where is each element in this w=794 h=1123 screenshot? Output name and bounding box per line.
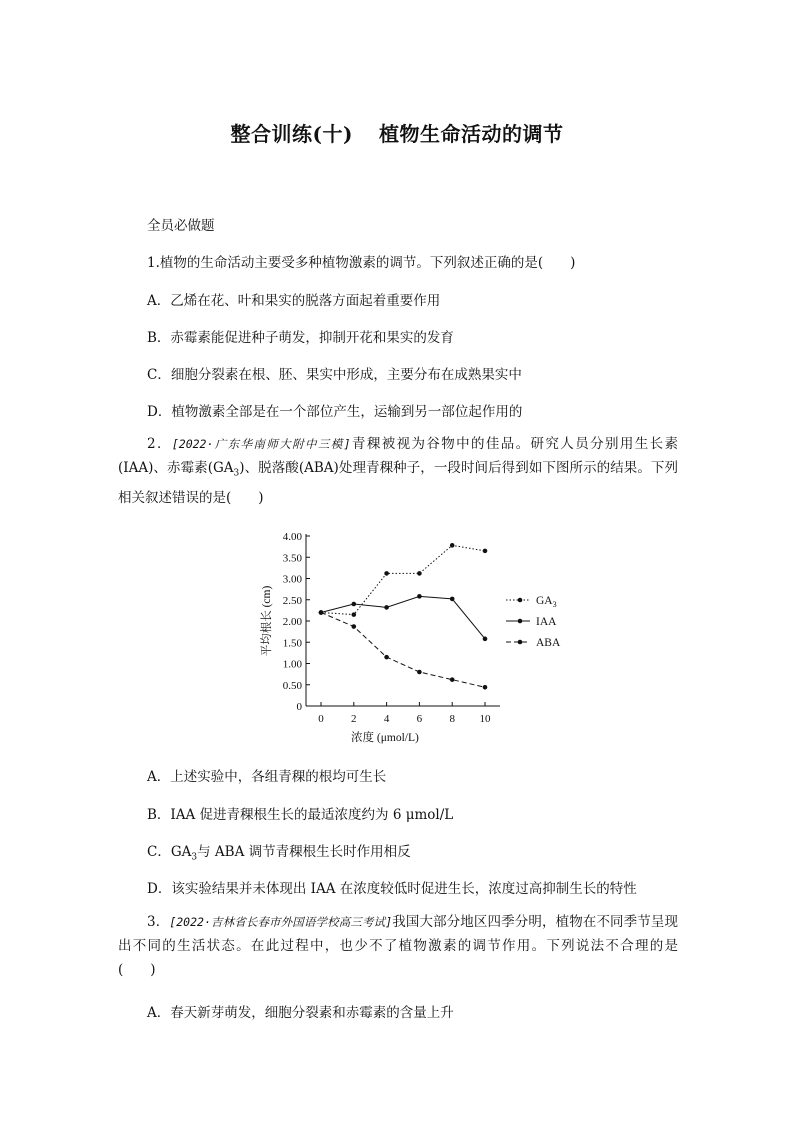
q3-number: 3．: [147, 914, 170, 930]
x-tick-label: 2: [351, 713, 357, 725]
q2-source: [2022·广东华南师大附中三模]: [171, 437, 351, 451]
data-point-iaa: [483, 637, 488, 642]
y-tick-label: 2.50: [282, 594, 302, 607]
legend-marker-iaa: [518, 619, 523, 624]
q2-stem-b: )、脱落酸(ABA)处理青稞种子，一段时间后得到如下图所示的结果。下列相关叙述错误的是( ): [118, 460, 678, 506]
legend-label-ga: $GA_3$: [536, 595, 557, 609]
q1-option-b: B．赤霉素能促进种子萌发，抑制开花和果实的发育: [147, 330, 454, 346]
data-point-aba: [384, 655, 389, 660]
x-tick-label: 10: [479, 713, 491, 725]
x-tick-label: 4: [383, 713, 390, 725]
q2-option-a: A．上述实验中，各组青稞的根均可生长: [147, 769, 387, 785]
q2-option-b: B．IAA 促进青稞根生长的最适浓度约为 6 μmol/L: [147, 807, 454, 823]
y-tick-label: 2.00: [282, 616, 302, 628]
data-point-ga: [483, 549, 488, 554]
q1-option-a: A．乙烯在花、叶和果实的脱落方面起着重要作用: [147, 293, 441, 309]
q2-number: 2．: [147, 436, 172, 452]
data-point-aba: [483, 685, 488, 690]
legend-label-aba: ABA: [536, 637, 561, 649]
legend-marker-ga: [518, 598, 523, 603]
data-point-iaa: [417, 594, 422, 599]
page-title: [0, 118, 794, 147]
data-point-aba: [450, 677, 455, 682]
x-tick-label: 8: [449, 713, 455, 725]
title-sub: 植物生命活动的调节: [378, 122, 564, 146]
legend-label-subscript: 3: [552, 600, 557, 609]
series-line-ga: [321, 545, 485, 614]
q2-stem-sub: 3: [233, 468, 240, 479]
q2-option-c-post: 与 ABA 调节青稞根生长时作用相反: [197, 844, 411, 860]
legend-label-iaa: IAA: [536, 616, 557, 628]
data-point-iaa: [352, 602, 357, 607]
q2-stem-a: 青稞被视为谷物中的佳品。研究人员分别用生长素(IAA)、赤霉素(GA: [118, 436, 678, 476]
data-point-ga: [352, 612, 357, 617]
data-point-iaa: [384, 605, 389, 610]
q2-option-c-sub: 3: [191, 852, 198, 863]
data-point-aba: [417, 670, 422, 675]
q2-option-c-pre: C．GA: [147, 844, 192, 860]
data-point-aba: [352, 624, 357, 629]
x-axis-label: 浓度 (μmol/L): [351, 732, 419, 744]
q3-option-a: A．春天新芽萌发，细胞分裂素和赤霉素的含量上升: [147, 1005, 454, 1021]
y-tick-label: 0: [296, 701, 302, 713]
data-point-aba: [319, 610, 324, 615]
data-point-ga: [450, 543, 455, 548]
x-tick-label: 6: [416, 713, 423, 725]
q1-option-d: D．植物激素全部是在一个部位产生，运输到另一部位起作用的: [147, 404, 523, 420]
q2-option-d: D．该实验结果并未体现出 IAA 在浓度较低时促进生长，浓度过高抑制生长的特性: [147, 881, 637, 897]
series-line-aba: [321, 613, 485, 688]
root-length-chart: [258, 522, 578, 747]
y-axis-label: 平均根长 (cm): [261, 585, 273, 657]
q1-option-c: C．细胞分裂素在根、胚、果实中形成，主要分布在成熟果实中: [147, 367, 522, 383]
y-tick-label: 1.00: [282, 658, 302, 671]
q1-stem: 1.植物的生命活动主要受多种植物激素的调节。下列叙述正确的是( ): [147, 255, 576, 271]
q2-option-c: [147, 840, 411, 863]
y-tick-label: 3.50: [282, 552, 302, 565]
x-tick-label: 0: [318, 713, 324, 725]
section-label: 全员必做题: [147, 218, 215, 234]
q3-source: [2022·吉林省长春市外国语学校高三考试]: [169, 915, 393, 929]
data-point-ga: [384, 571, 389, 576]
y-tick-label: 0.50: [282, 679, 302, 692]
q3-stem: [118, 910, 696, 982]
y-tick-label: 1.50: [282, 637, 302, 650]
q3-stem-text: 我国大部分地区四季分明，植物在不同季节呈现出不同的生活状态。在此过程中，也少不了植物激素的调节作用。下列说法不合理的是 ( ): [118, 914, 696, 978]
data-point-iaa: [450, 597, 455, 602]
title-main: 整合训练(十): [230, 122, 353, 146]
y-tick-label: 3.00: [282, 573, 302, 586]
series-line-iaa: [321, 596, 485, 639]
legend-marker-aba: [518, 640, 523, 645]
data-point-ga: [417, 571, 422, 576]
q2-stem: [118, 432, 678, 510]
y-tick-label: 4.00: [282, 531, 302, 543]
